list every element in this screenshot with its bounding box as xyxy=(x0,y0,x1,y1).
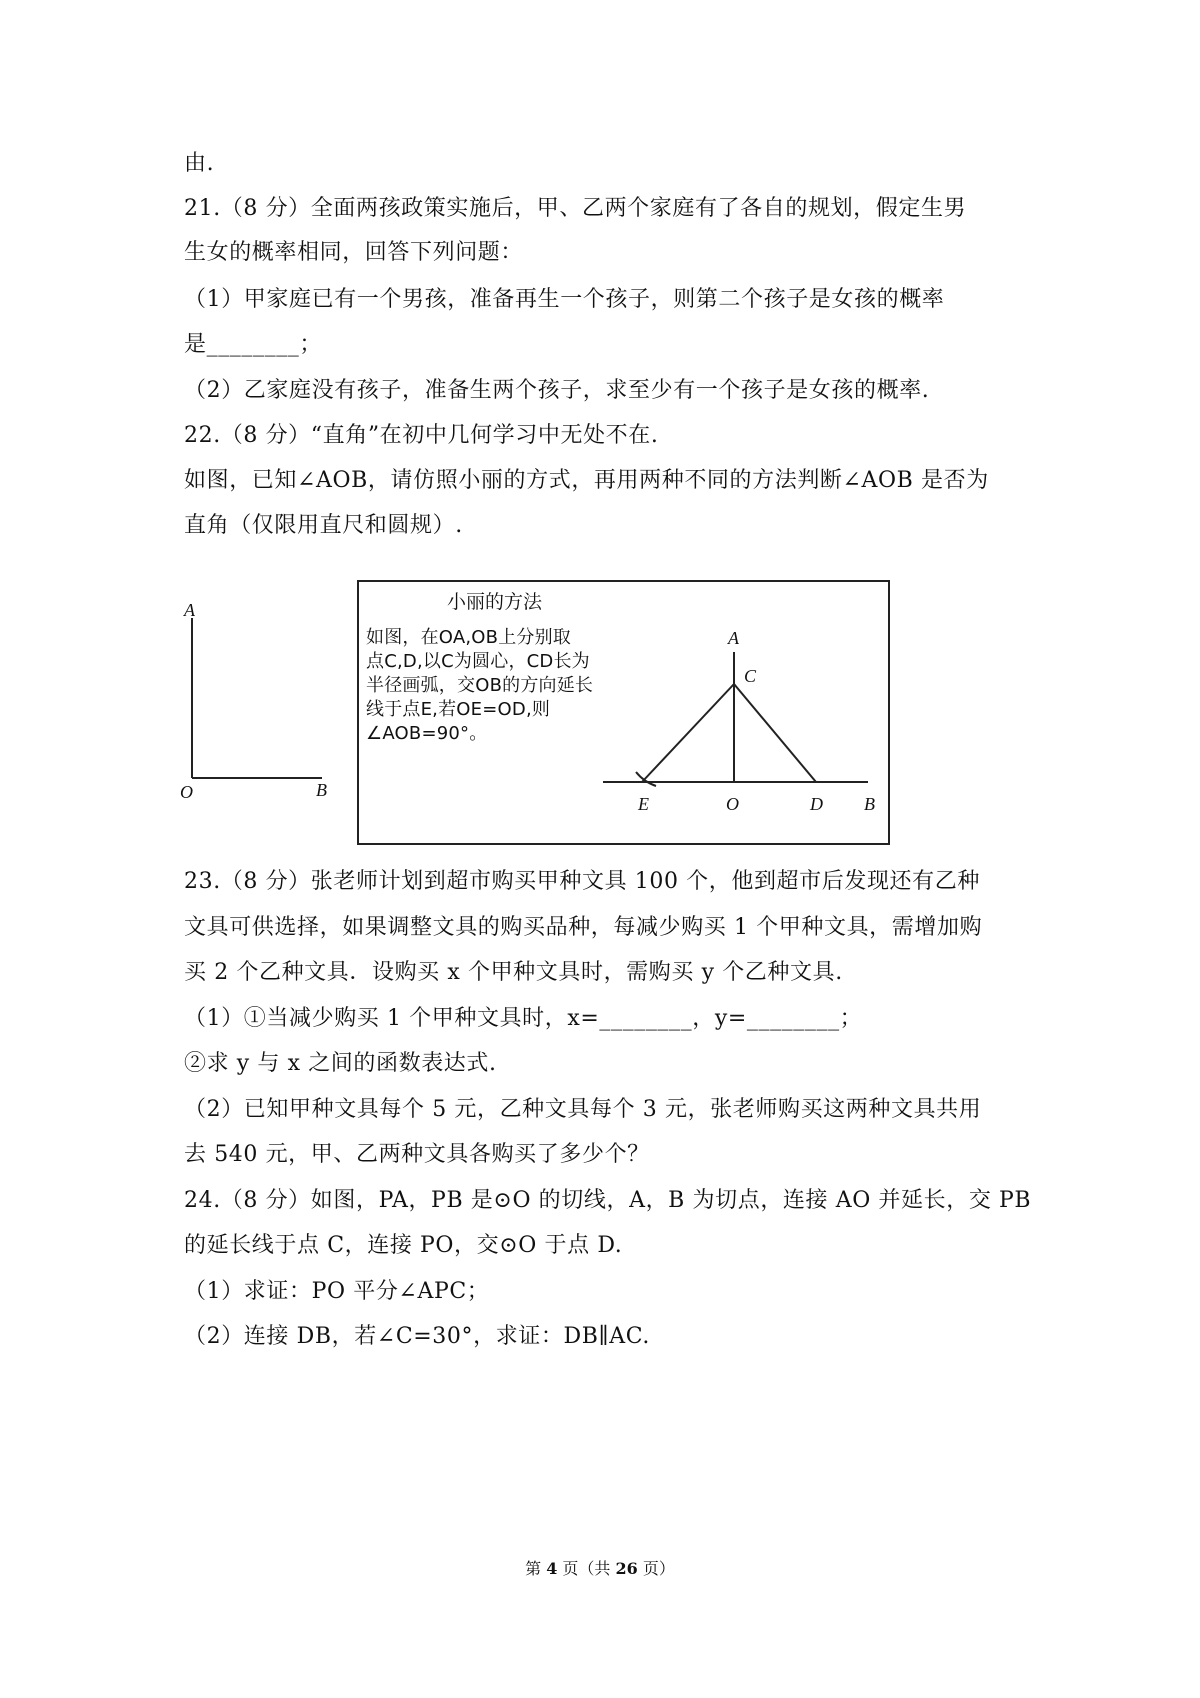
question-24-part-1: （1）求证：PO 平分∠APC； xyxy=(184,1279,490,1304)
xiaoli-method-text-line: 线于点E,若OE=OD,则 xyxy=(366,699,551,720)
question-23-part-2-line-1: （2）已知甲种文具每个 5 元，乙种文具每个 3 元，张老师购买这两种文具共用 xyxy=(184,1097,982,1122)
question-22-line-2: 如图，已知∠AOB，请仿照小丽的方式，再用两种不同的方法判断∠AOB 是否为 xyxy=(184,468,989,493)
figure-right-label-a: A xyxy=(728,628,739,648)
question-21-part-1-line-2: 是________； xyxy=(184,332,323,357)
xiaoli-method-text-line: 如图，在OA,OB上分别取 xyxy=(366,627,572,648)
footer-total-pages: 26 xyxy=(615,1559,638,1578)
xiaoli-method-text-line: ∠AOB=90°。 xyxy=(366,723,488,744)
figure-left-label-o: O xyxy=(180,782,193,800)
question-24-line-2: 的延长线于点 C，连接 PO，交⊙O 于点 D. xyxy=(184,1233,623,1258)
footer-middle: 页（共 xyxy=(562,1559,611,1578)
figure-right-label-c: C xyxy=(744,666,757,686)
question-21-part-2: （2）乙家庭没有孩子，准备生两个孩子，求至少有一个孩子是女孩的概率. xyxy=(184,378,930,403)
footer-suffix: 页） xyxy=(642,1559,675,1578)
figure-right-label-e: E xyxy=(638,794,649,814)
figure-right-label-b: B xyxy=(864,794,875,814)
figure-right-label-o: O xyxy=(726,794,739,814)
question-24-line-1: 24.（8 分）如图，PA，PB 是⊙O 的切线，A，B 为切点，连接 AO 并延长，交 PB xyxy=(184,1188,1032,1213)
footer-prefix: 第 xyxy=(525,1559,542,1578)
question-23-line-1: 23.（8 分）张老师计划到超市购买甲种文具 100 个，他到超市后发现还有乙种 xyxy=(184,869,980,894)
xiaoli-method-text-line: 半径画弧，交OB的方向延长 xyxy=(366,675,594,696)
question-23-part-2-line-2: 去 540 元，甲、乙两种文具各购买了多少个？ xyxy=(184,1142,650,1167)
question-21-line-2: 生女的概率相同，回答下列问题： xyxy=(184,240,524,265)
page-footer xyxy=(0,1559,1200,1579)
question-23-line-3: 买 2 个乙种文具．设购买 x 个甲种文具时，需购买 y 个乙种文具. xyxy=(184,960,843,985)
question-21-line-1: 21.（8 分）全面两孩政策实施后，甲、乙两个家庭有了各自的规划，假定生男 xyxy=(184,196,967,221)
question-24-part-2: （2）连接 DB，若∠C=30°，求证：DB∥AC. xyxy=(184,1324,650,1349)
figure-right-label-d: D xyxy=(810,794,823,814)
question-22-line-1: 22.（8 分）“直角”在初中几何学习中无处不在. xyxy=(184,423,659,448)
footer-page-number: 4 xyxy=(546,1559,558,1578)
xiaoli-construction-figure xyxy=(600,622,890,842)
figure-left-label-a: A xyxy=(184,600,195,620)
question-23-line-2: 文具可供选择，如果调整文具的购买品种，每减少购买 1 个甲种文具，需增加购 xyxy=(184,915,983,940)
angle-aob-figure xyxy=(176,600,346,800)
question-23-part-1-line-1: （1）①当减少购买 1 个甲种文具时，x=________，y=________； xyxy=(184,1006,863,1031)
xiaoli-method-title: 小丽的方法 xyxy=(447,591,543,613)
question-21-part-1-line-1: （1）甲家庭已有一个男孩，准备再生一个孩子，则第二个孩子是女孩的概率 xyxy=(184,287,945,312)
question-22-line-3: 直角（仅限用直尺和圆规）. xyxy=(184,513,463,538)
question-23-part-1-line-2: ②求 y 与 x 之间的函数表达式. xyxy=(184,1051,497,1076)
xiaoli-method-text-line: 点C,D,以C为圆心，CD长为 xyxy=(366,651,590,672)
figure-left-label-b: B xyxy=(316,780,327,800)
text-line: 由. xyxy=(184,151,215,176)
